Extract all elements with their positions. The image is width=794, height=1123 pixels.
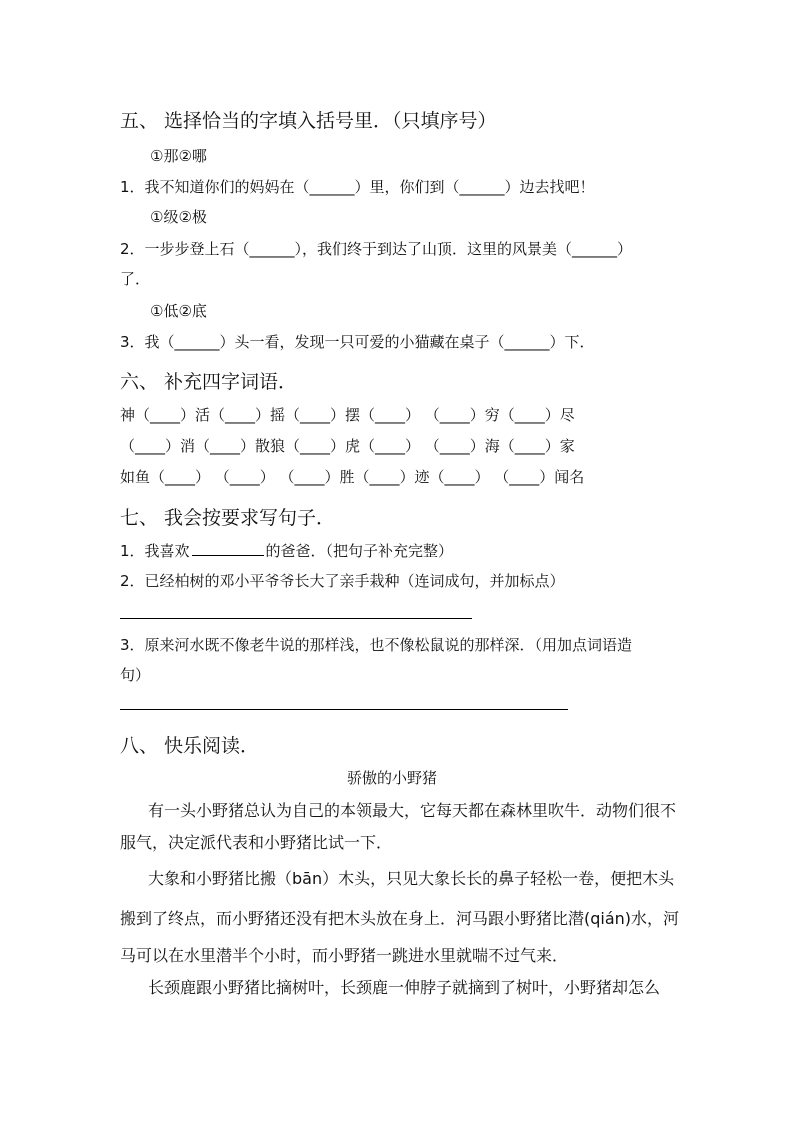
section5-option-1: ①那②哪 [150,147,207,165]
section6-heading: 六、 补充四字词语． [120,371,298,393]
section5-heading: 五、 选择恰当的字填入括号里．（只填序号） [120,110,497,132]
story-line-1: 有一头小野猪总认为自己的本领最大，它每天都在森林里吹牛．动物们很不 [148,801,677,820]
section6-row-1: 神（____）活（____）摇（____）摆（____） （____）穷（____）尽 [120,406,575,424]
section5-question-1: 1．我不知道你们的妈妈在（______）里，你们到（______）边去找吧！ [120,178,595,196]
section5-question-3: 3．我（______）头一看，发现一只可爱的小猫藏在桌子（______）下． [120,333,595,351]
story-line-4: 搬到了终点，而小野猪还没有把木头放在身上．河马跟小野猪比潜(qián)水，河 [120,909,680,928]
answer-blank[interactable] [192,541,264,556]
section5-question-2b: 了． [120,270,151,288]
section6-row-3: 如鱼（____） （____） （____）胜（____）迹（____） （____）闻名 [120,468,585,486]
section5-option-2: ①级②极 [150,208,207,226]
section7-question-2: 2．已经柏树的邓小平爷爷长大了亲手栽种（连词成句，并加标点） [120,572,565,590]
section7-heading: 七、 我会按要求写句子． [120,507,336,529]
story-line-2: 服气，决定派代表和小野猪比试一下． [120,833,393,852]
section7-q1-suffix: 的爸爸．（把句子补充完整） [265,542,454,560]
section7-question-3a: 3．原来河水既不像老牛说的那样浅，也不像松鼠说的那样深．（用加点词语造 [120,636,633,654]
section5-option-3: ①低②底 [150,302,207,320]
section8-heading: 八、 快乐阅读． [120,735,260,757]
section7-q1-prefix: 1．我喜欢 [120,542,190,560]
story-line-3: 大象和小野猪比搬（bān）木头，只见大象长长的鼻子轻松一卷，便把木头 [148,869,675,888]
answer-line-1[interactable] [120,618,472,619]
answer-line-2[interactable] [120,709,568,710]
section7-question-3b: 句） [120,666,151,684]
story-line-5: 马可以在水里潜半个小时，而小野猪一跳进水里就喘不过气来． [120,946,569,965]
story-line-6: 长颈鹿跟小野猪比摘树叶，长颈鹿一伸脖子就摘到了树叶，小野猪却怎么 [148,978,661,997]
story-title: 骄傲的小野猪 [347,769,438,787]
section7-question-1 [120,540,453,561]
section5-question-2a: 2．一步步登上石（______），我们终于到达了山顶．这里的风景美（______） [120,240,633,258]
section6-row-2: （____）消（____）散狼（____）虎（____） （____）海（____）家 [120,437,575,455]
